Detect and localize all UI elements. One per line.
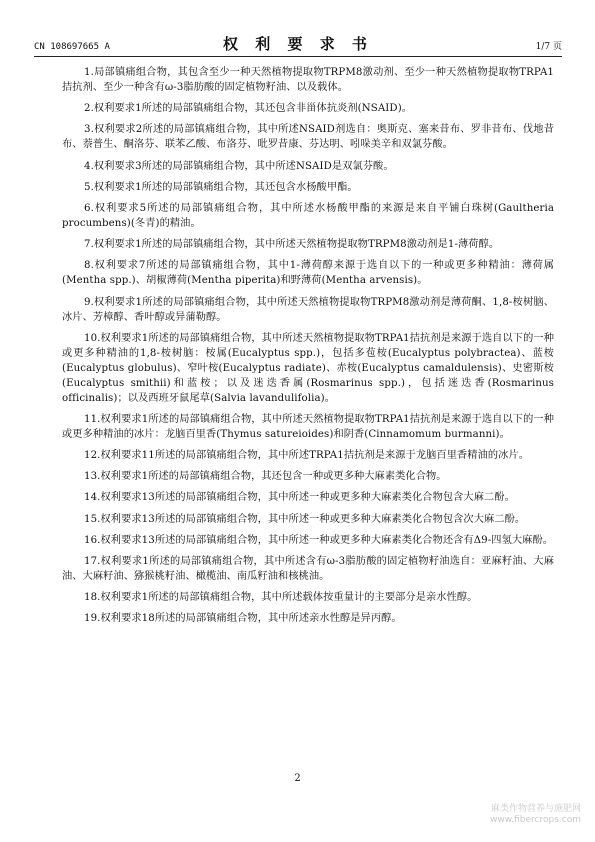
- claim-1: 1.局部镇痛组合物，其包含至少一种天然植物提取物TRPM8激动剂、至少一种天然植物提取物TRPA1拮抗剂、至少一种含有ω-3脂肪酸的固定植物籽油、以及载体。: [62, 67, 554, 93]
- claim-11: 11.权利要求1所述的局部镇痛组合物，其中所述天然植物提取物TRPA1拮抗剂是来源于选自以下的一种或更多种精油的冰片：龙脑百里香(Thymus satureioides)和阴香(Cinnamomum burmanni)。: [62, 413, 554, 440]
- claim-3: 3.权利要求2所述的局部镇痛组合物，其中所述NSAID剂选自：奥斯克、塞来昔布、罗非昔布、伐地昔布、萘普生、酮洛芬、联苯乙酸、布洛芬、吡罗昔康、芬达明、吲哚美辛和双氯芬酸。: [62, 124, 554, 151]
- claim-17: 17.权利要求1所述的局部镇痛组合物，其中所述含有ω-3脂肪酸的固定植物籽油选自：亚麻籽油、大麻油、大麻籽油、猕猴桃籽油、橄榄油、南瓜籽油和核桃油。: [62, 556, 554, 582]
- claim-12: 12.权利要求11所述的局部镇痛组合物，其中所述TRPA1拮抗剂是来源于龙脑百里香精油的冰片。: [84, 450, 530, 462]
- watermark-site-name: 麻类作物营养与施肥网: [490, 804, 581, 814]
- claim-10: 10.权利要求1所述的局部镇痛组合物，其中所述天然植物提取物TRPA1拮抗剂是来源于选自以下的一种或更多种精油的1,8-桉树脑：桉属(Eucalyptus spp.)，包括多苞桉(Eucalyptus polybractea)、蓝桉(Eucalyptus globulus)、窄叶桉(Eucalyptus radiate)、赤桉(Eucalyptus camaldulensis)、史密斯桉(Eucalyptus smithii)和蓝桉；以及迷迭香属(Rosmarinus spp.)，包括迷迭香(Rosmarinus officinalis)；以及西班牙鼠尾草(Salvia lavandulifolia)。: [62, 332, 554, 404]
- watermark: [490, 804, 581, 826]
- claims-list: [62, 65, 554, 633]
- claim-7: 7.权利要求1所述的局部镇痛组合物，其中所述天然植物提取物TRPM8激动剂是1-薄荷醇。: [84, 239, 500, 251]
- watermark-url: www.fibercrops.com: [490, 815, 581, 825]
- claim-6: 6.权利要求5所述的局部镇痛组合物，其中所述水杨酸甲酯的来源是来自平铺白珠树(Gaultheria procumbens)(冬青)的精油。: [62, 202, 554, 229]
- claim-16: 16.权利要求13所述的局部镇痛组合物，其中所述一种或更多种大麻素类化合物还含有Δ9-四氢大麻酚。: [84, 534, 554, 546]
- page-header: [34, 32, 562, 57]
- claim-14: 14.权利要求13所述的局部镇痛组合物，其中所述一种或更多种大麻素类化合物包含大麻二酚。: [84, 492, 515, 504]
- page-number: 2: [294, 773, 301, 784]
- document-number: CN 108697665 A: [34, 42, 110, 52]
- claim-13: 13.权利要求1所述的局部镇痛组合物，其还包含一种或更多种大麻素类化合物。: [84, 471, 447, 483]
- document-title: 权 利 要 求 书: [223, 35, 373, 53]
- claim-19: 19.权利要求18所述的局部镇痛组合物，其中所述亲水性醇是异丙醇。: [84, 613, 402, 625]
- claim-8: 8.权利要求7所述的局部镇痛组合物，其中1-薄荷醇来源于选自以下的一种或更多种精油：薄荷属(Mentha spp.)、胡椒薄荷(Mentha piperita)和野薄荷(Mentha arvensis)。: [62, 260, 554, 287]
- claim-15: 15.权利要求13所述的局部镇痛组合物，其中所述一种或更多种大麻素类化合物包含次大麻二酚。: [84, 513, 526, 525]
- claim-4: 4.权利要求3所述的局部镇痛组合物，其中所述NSAID是双氯芬酸。: [84, 160, 394, 172]
- claim-9: 9.权利要求1所述的局部镇痛组合物，其中所述天然植物提取物TRPM8激动剂是薄荷酮、1,8-桉树脑、冰片、芳樟醇、香叶醇或异蒲勒醇。: [62, 296, 554, 323]
- claim-18: 18.权利要求1所述的局部镇痛组合物，其中所述载体按重量计的主要部分是亲水性醇。: [84, 592, 478, 604]
- claim-5: 5.权利要求1所述的局部镇痛组合物，其还包含水杨酸甲酯。: [84, 181, 358, 193]
- page-info: 1/7 页: [535, 42, 562, 52]
- claim-2: 2.权利要求1所述的局部镇痛组合物，其还包含非甾体抗炎剂(NSAID)。: [84, 103, 413, 115]
